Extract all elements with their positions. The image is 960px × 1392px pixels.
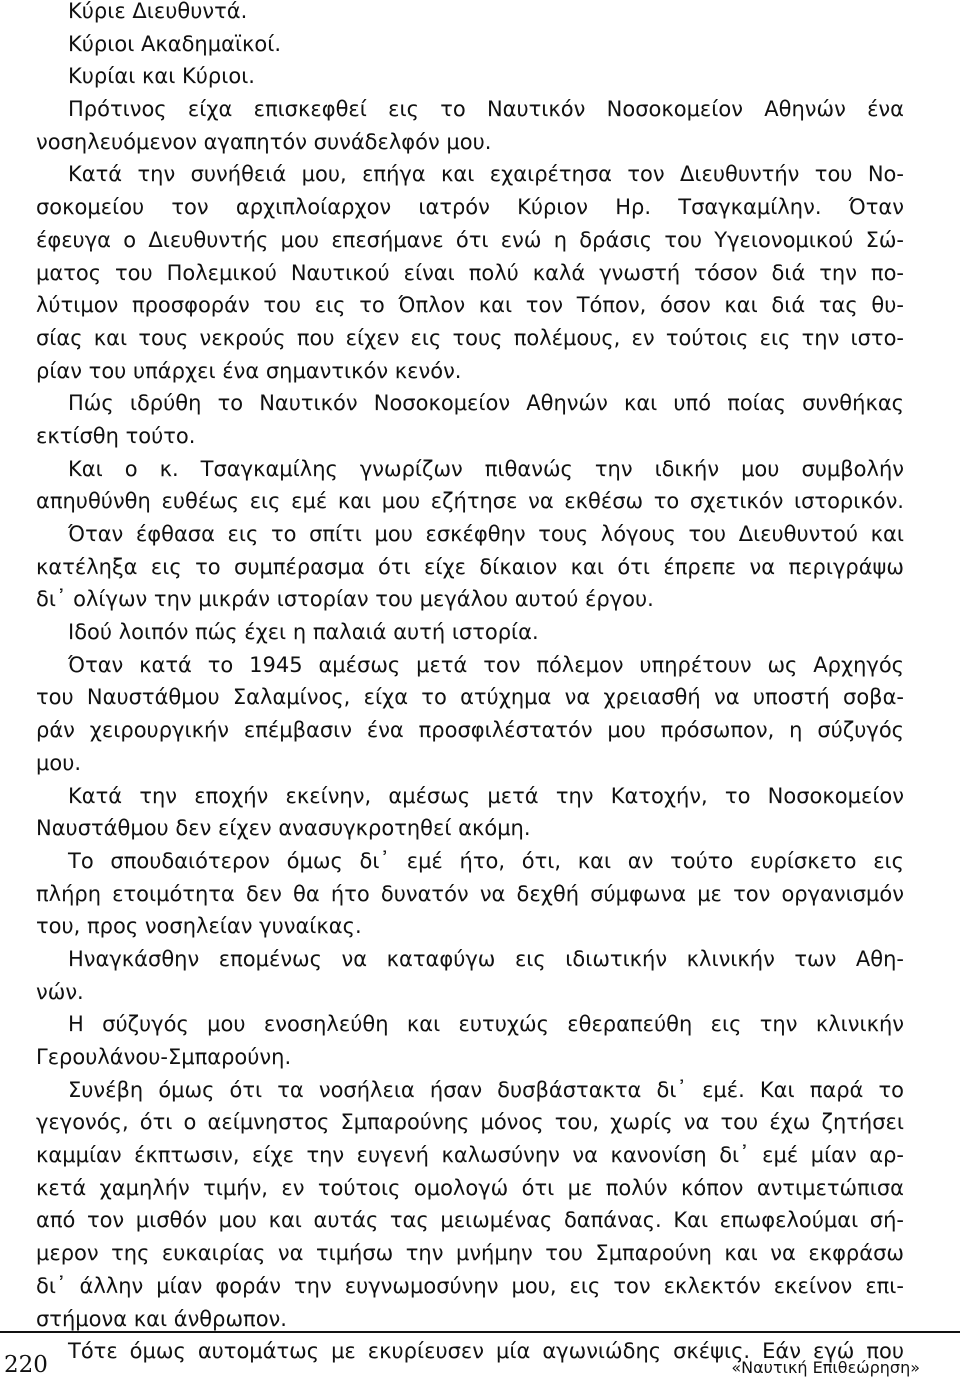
footer-divider bbox=[0, 1331, 960, 1333]
text-line: του Ναυστάθμου Σαλαμίνος, είχα το ατύχημα να χρειασθή να υποστή σοβα- bbox=[36, 685, 904, 710]
text-line: λύτιμον προσφοράν του εις το Όπλον και τον Τόπον, όσον και διά τας θυ- bbox=[36, 293, 904, 318]
text-line: καμμίαν έκπτωσιν, είχε την ευγενή καλωσύνην να κανονίση δι᾽ εμέ μίαν αρ- bbox=[36, 1143, 904, 1168]
text-line: στήμονα και άνθρωπον. bbox=[36, 1306, 287, 1331]
text-line: Όταν κατά το 1945 αμέσως μετά τον πόλεμον υπηρέτουν ως Αρχηγός bbox=[68, 652, 904, 677]
text-line: Το σπουδαιότερον όμως δι᾽ εμέ ήτο, ότι, και αν τούτο ευρίσκετο εις bbox=[68, 848, 904, 873]
text-line: ματος του Πολεμικού Ναυτικού είναι πολύ καλά γνωστή τόσον διά την πο- bbox=[36, 260, 904, 285]
text-line: νών. bbox=[36, 979, 84, 1004]
text-line: Ηναγκάσθην επομένως να καταφύγω εις ιδιωτικήν κλινικήν των Αθη- bbox=[68, 946, 904, 971]
text-line: Ιδού λοιπόν πώς έχει η παλαιά αυτή ιστορία. bbox=[68, 620, 539, 645]
text-line: κετά χαμηλήν τιμήν, εν τούτοις ομολογώ ότι με πολύν κόπον αντιμετώπισα bbox=[36, 1175, 904, 1200]
text-line: Και ο κ. Τσαγκαμίλης γνωρίζων πιθανώς την ιδικήν μου συμβολήν bbox=[68, 456, 904, 481]
salutation-line: Κύριε Διευθυντά. bbox=[68, 0, 248, 23]
text-line: Τότε όμως αυτομάτως με εκυρίευσεν μία αγωνιώδης σκέψις. Εάν εγώ που bbox=[68, 1339, 904, 1364]
text-line: έφευγα ο Διευθυντής μου επεσήμανε ότι ενώ η δράσις του Υγειονομικού Σώ- bbox=[36, 227, 904, 252]
text-line: απηυθύνθη ευθέως εις εμέ και μου εζήτησε να εκθέσω το σχετικόν ιστορικόν. bbox=[36, 489, 904, 514]
text-line: πλήρη ετοιμότητα δεν θα ήτο δυνατόν να δεχθή σύμφωνα με τον οργανισμόν bbox=[36, 881, 904, 906]
text-line: Η σύζυγός μου ενοσηλεύθη και ευτυχώς εθεραπεύθη εις την κλινικήν bbox=[68, 1012, 904, 1037]
text-line: σίας και τους νεκρούς που είχεν εις τους πολέμους, εν τούτοις εις την ιστο- bbox=[36, 325, 904, 350]
text-line: σοκομείου τον αρχιπλοίαρχον ιατρόν Κύριον Ηρ. Τσαγκαμίλην. Όταν bbox=[36, 195, 904, 220]
text-line: δι᾽ άλλην μίαν φοράν την ευγνωμοσύνην μου, εις τον εκλεκτόν εκείνον επι- bbox=[36, 1273, 904, 1298]
text-line: Γερουλάνου-Σμπαρούνη. bbox=[36, 1045, 292, 1069]
text-line: κατέληξα εις το συμπέρασμα ότι είχε δίκαιον και ότι έπρεπε να περιγράψω bbox=[36, 554, 904, 579]
text-line: Πώς ιδρύθη το Ναυτικόν Νοσοκομείον Αθηνών και υπό ποίας συνθήκας bbox=[68, 391, 904, 416]
publication-title: «Ναυτική Επιθεώρηση» bbox=[731, 1358, 920, 1377]
body-text bbox=[36, 0, 904, 1368]
text-line: Κατά την συνήθειά μου, επήγα και εχαιρέτησα τον Διευθυντήν του Νο- bbox=[68, 162, 904, 187]
text-line: δι᾽ ολίγων την μικράν ιστορίαν του μεγάλου αυτού έργου. bbox=[36, 587, 654, 612]
salutation-line: Κυρίαι και Κύριοι. bbox=[68, 64, 255, 89]
text-line: Συνέβη όμως ότι τα νοσήλεια ήσαν δυσβάστακτα δι᾽ εμέ. Και παρά το bbox=[68, 1077, 904, 1102]
text-line: ράν χειρουργικήν επέμβασιν ένα προσφιλέστατόν μου πρόσωπον, η σύζυγός bbox=[36, 718, 904, 743]
text-line: Ναυστάθμου δεν είχεν ανασυγκροτηθεί ακόμη. bbox=[36, 816, 531, 841]
text-line: Όταν έφθασα εις το σπίτι μου εσκέφθην τους λόγους του Διευθυντού και bbox=[68, 522, 904, 546]
text-line: του, προς νοσηλείαν γυναίκας. bbox=[36, 914, 362, 939]
text-line: μερον της ευκαιρίας να τιμήσω την μνήμην του Σμπαρούνη και να εκφράσω bbox=[36, 1241, 904, 1266]
text-line: εκτίσθη τούτο. bbox=[36, 423, 196, 448]
text-line: γεγονός, ότι ο αείμνηστος Σμπαρούνης μόνος του, χωρίς να του έχω ζητήσει bbox=[36, 1110, 904, 1135]
text-line: Κατά την εποχήν εκείνην, αμέσως μετά την Κατοχήν, το Νοσοκομείον bbox=[68, 783, 904, 808]
salutation-line: Κύριοι Ακαδημαϊκοί. bbox=[68, 31, 282, 56]
text-line: από τον μισθόν μου και αυτάς τας μειωμένας δαπάνας. Και επωφελούμαι σή- bbox=[36, 1208, 904, 1233]
text-line: Πρότινος είχα επισκεφθεί εις το Ναυτικόν Νοσοκομείον Αθηνών ένα bbox=[68, 97, 904, 122]
text-line: μου. bbox=[36, 750, 82, 775]
page-number: 220 bbox=[4, 1352, 48, 1378]
text-line: ρίαν του υπάρχει ένα σημαντικόν κενόν. bbox=[36, 358, 462, 383]
text-line: νοσηλευόμενον αγαπητόν συνάδελφόν μου. bbox=[36, 129, 492, 154]
